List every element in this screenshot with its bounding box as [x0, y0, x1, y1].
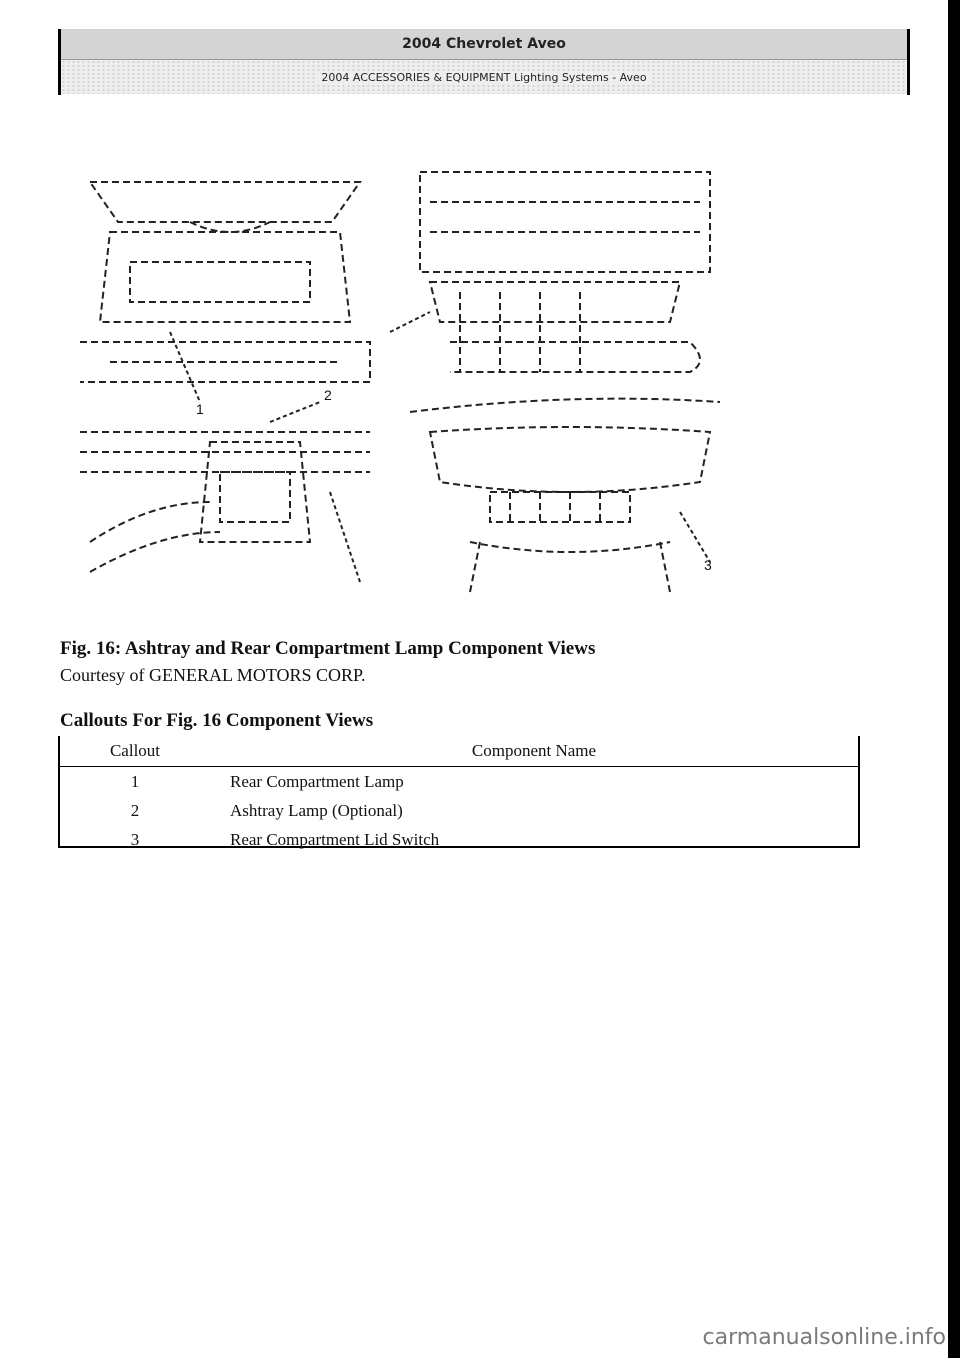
site-watermark: carmanualsonline.info: [702, 1325, 946, 1350]
ashtray-area-view: [390, 172, 710, 372]
vehicle-title: 2004 Chevrolet Aveo: [61, 29, 907, 60]
vehicle-rear-view: [80, 182, 370, 402]
figure-courtesy: Courtesy of GENERAL MOTORS CORP.: [60, 665, 366, 685]
figure-caption: [60, 636, 880, 688]
callout-number: 3: [704, 557, 712, 573]
table-row: [60, 767, 858, 797]
lid-switch-view: [410, 399, 720, 592]
component-views-figure: [70, 162, 730, 602]
callout-cell: 3: [130, 829, 140, 849]
document-header: [58, 29, 910, 95]
table-header-row: [60, 736, 858, 767]
callout-cell: 1: [130, 771, 140, 791]
column-header-component-name: Component Name: [210, 736, 858, 767]
rear-compartment-lamp-view: [80, 402, 370, 582]
page-edge-rule: [948, 0, 960, 1358]
component-name-cell: Ashtray Lamp (Optional): [230, 800, 403, 820]
callout-cell: 2: [130, 800, 140, 820]
figure-title: Fig. 16: Ashtray and Rear Compartment Lamp Component Views: [60, 638, 596, 659]
component-name-cell: Rear Compartment Lamp: [230, 771, 404, 791]
callout-number: 2: [324, 387, 332, 403]
callout-table: [58, 736, 860, 848]
column-header-callout: Callout: [60, 736, 210, 767]
callout-table-title: Callouts For Fig. 16 Component Views: [60, 710, 374, 731]
section-subtitle-text: 2004 ACCESSORIES & EQUIPMENT Lighting Systems - Aveo: [317, 71, 650, 84]
callout-number: 1: [196, 401, 204, 417]
component-name-cell: Rear Compartment Lid Switch: [230, 829, 440, 849]
table-row: [60, 825, 858, 854]
section-subtitle: [61, 60, 907, 94]
line-drawing: [70, 162, 730, 602]
table-row: [60, 796, 858, 825]
